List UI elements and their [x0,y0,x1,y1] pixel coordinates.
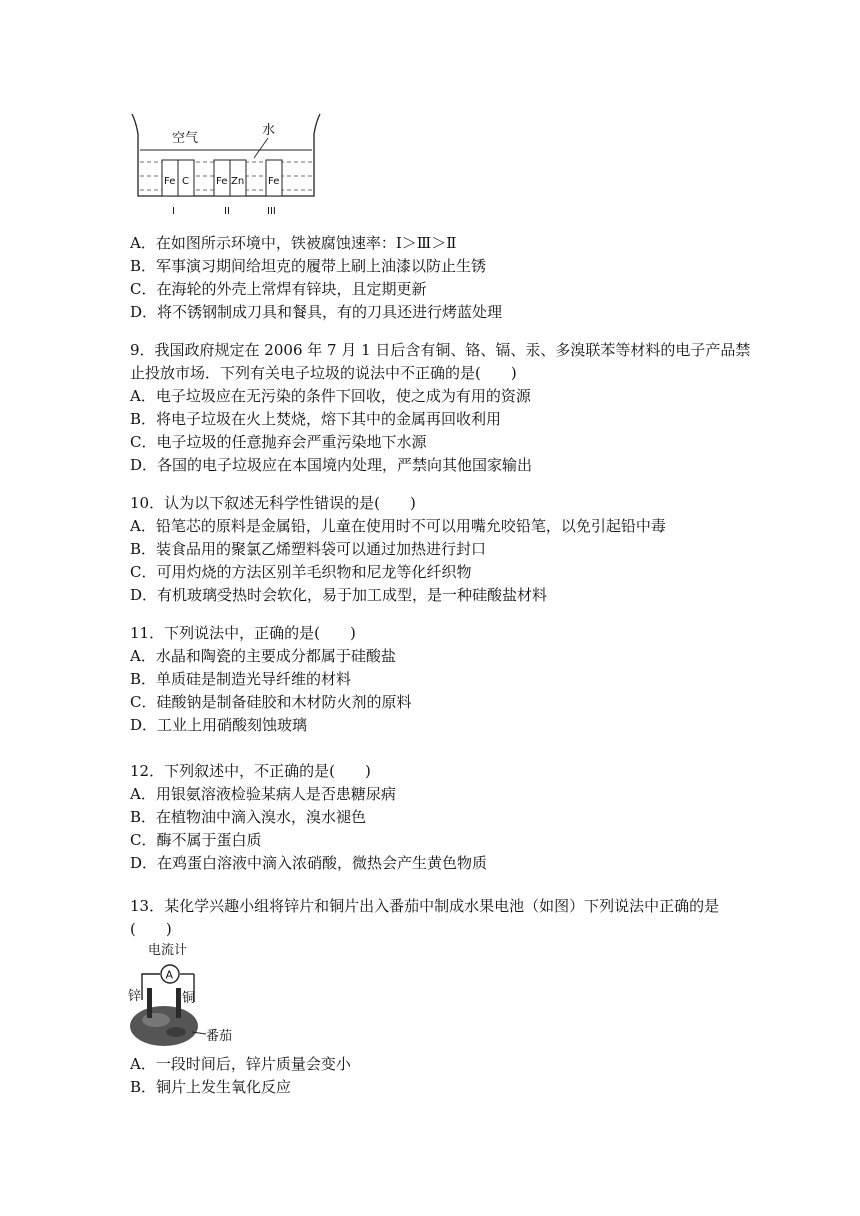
fruit-battery-diagram [126,938,256,1050]
cell-1-plate-2-label: C [182,176,189,187]
q8-option-c: C．在海轮的外壳上常焊有锌块，且定期更新 [130,280,427,298]
air-label: 空气 [172,131,199,146]
q12-option-a: A．用银氨溶液检验某病人是否患糖尿病 [130,785,396,803]
q11-option-a: A．水晶和陶瓷的主要成分都属于硅酸盐 [130,647,396,665]
q9-option-d: D．各国的电子垃圾应在本国境内处理，严禁向其他国家输出 [130,456,533,474]
q13-stem-line-2: ( ) [130,920,172,938]
cell-2-plate-2-label: Zn [231,176,245,187]
fruit-battery-figure [126,938,256,1050]
q11-option-b: B．单质硅是制造光导纤维的材料 [130,670,352,688]
q11-option-d: D．工业上用硝酸刻蚀玻璃 [130,716,308,734]
q12-option-d: D．在鸡蛋白溶液中滴入浓硝酸，微热会产生黄色物质 [130,854,488,872]
corrosion-figure [128,104,328,220]
zinc-label: 锌 [128,989,142,1004]
q11-option-c: C．硅酸钠是制备硅胶和木材防火剂的原料 [130,693,412,711]
q10-option-c: C．可用灼烧的方法区别羊毛织物和尼龙等化纤织物 [130,563,472,581]
q10-option-d: D．有机玻璃受热时会软化，易于加工成型，是一种硅酸盐材料 [130,586,548,604]
q13-option-b: B．铜片上发生氧化反应 [130,1078,292,1096]
q9-option-a: A．电子垃圾应在无污染的条件下回收，使之成为有用的资源 [130,387,531,405]
ammeter-label: 电流计 [148,943,188,958]
q9-option-c: C．电子垃圾的任意抛弃会严重污染地下水源 [130,433,427,451]
q10-stem: 10．认为以下叙述无科学性错误的是( ) [130,494,416,512]
q10-option-b: B．装食品用的聚氯乙烯塑料袋可以通过加热进行封口 [130,540,487,558]
tomato-label: 番茄 [206,1029,233,1044]
copper-label: 铜 [182,991,196,1006]
q9-stem-line-1: 9．我国政府规定在 2006 年 7 月 1 日后含有铜、铬、镉、汞、多溴联苯等材料的电子产品禁 [130,341,751,359]
corrosion-diagram [128,104,328,220]
water-label: 水 [262,123,276,138]
tomato-highlight [142,1013,170,1027]
q13-option-a: A．一段时间后，锌片质量会变小 [130,1055,351,1073]
water-pointer [254,138,268,158]
cell-1-plate-1-label: Fe [164,176,176,187]
q9-option-b: B．将电子垃圾在火上焚烧，熔下其中的金属再回收利用 [130,410,502,428]
cell-2-plate-1-label: Fe [216,176,228,187]
q13-stem-line-1: 13．某化学兴趣小组将锌片和铜片出入番茄中制成水果电池（如图）下列说法中正确的是 [130,897,720,915]
tomato-body [130,1006,198,1046]
q10-option-a: A．铅笔芯的原料是金属铅，儿童在使用时不可以用嘴允咬铅笔，以免引起铅中毒 [130,517,666,535]
tomato-shadow [166,1027,186,1037]
ammeter-symbol: A [165,968,174,982]
q12-stem: 12．下列叙述中，不正确的是( ) [130,762,371,780]
q8-option-b: B．军事演习期间给坦克的履带上刷上油漆以防止生锈 [130,257,487,275]
q12-option-c: C．酶不属于蛋白质 [130,831,262,849]
q8-option-d: D．将不锈钢制成刀具和餐具，有的刀具还进行烤蓝处理 [130,303,503,321]
cell-3-plate-1-label: Fe [268,176,280,187]
copper-plate-front [176,988,181,1018]
cell-2-label: II [224,206,230,217]
q9-stem-line-2: 止投放市场．下列有关电子垃圾的说法中不正确的是( ) [130,364,517,382]
cell-1-label: I [172,206,175,217]
q11-stem: 11．下列说法中，正确的是( ) [130,624,356,642]
q12-option-b: B．在植物油中滴入溴水，溴水褪色 [130,808,367,826]
cell-3-label: III [267,206,276,217]
q8-option-a: A．在如图所示环境中，铁被腐蚀速率：Ⅰ＞Ⅲ＞Ⅱ [130,234,457,252]
zinc-plate-front [147,988,152,1018]
